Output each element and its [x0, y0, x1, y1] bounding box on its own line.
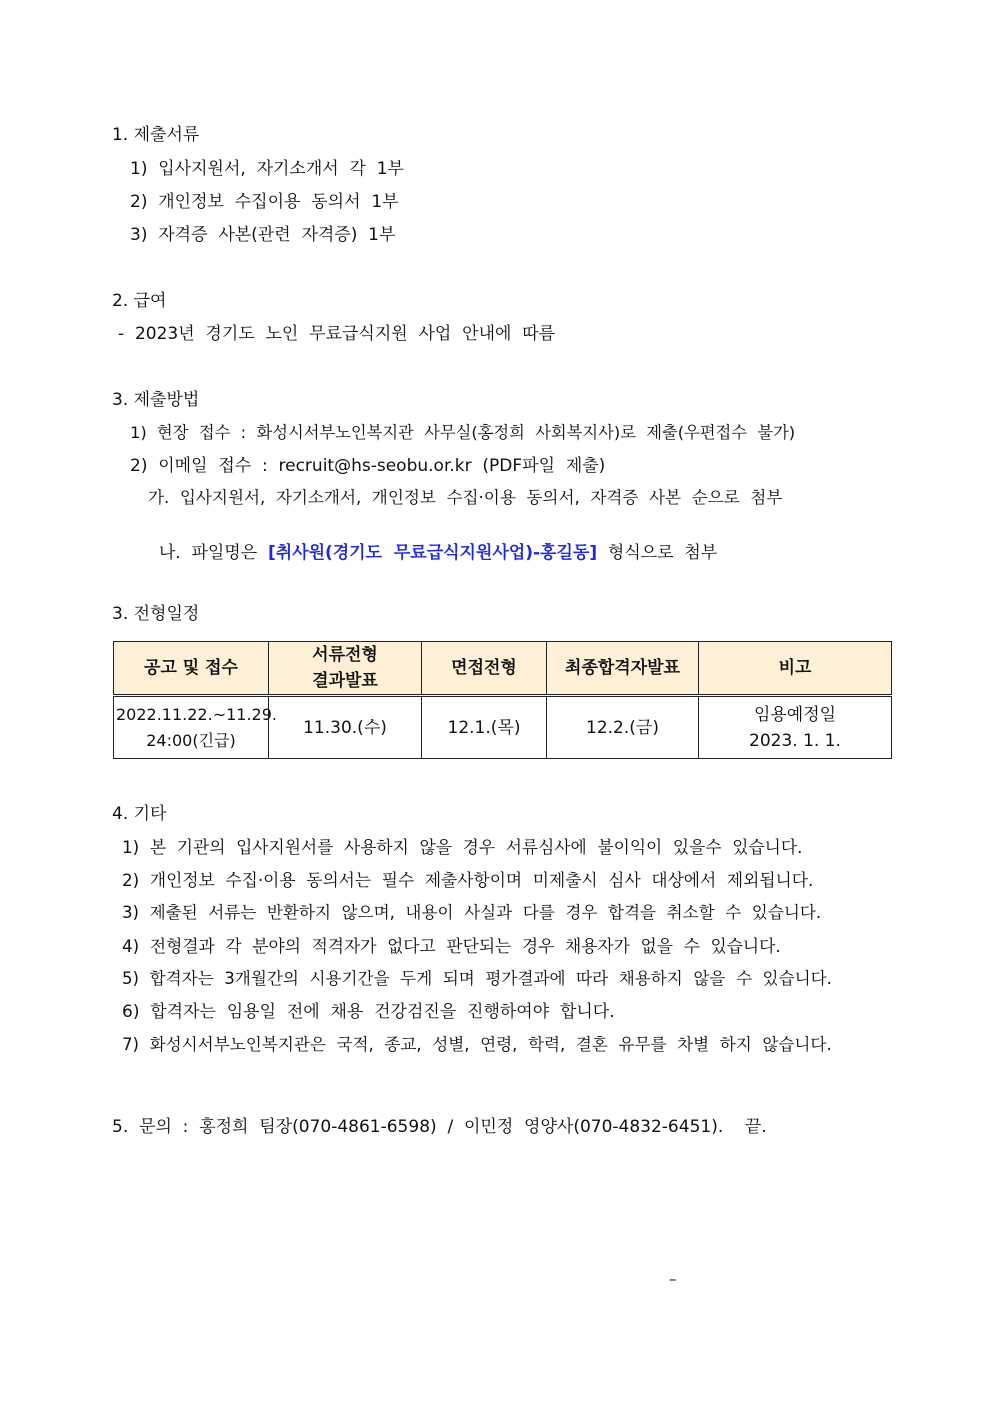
section-2-title: 2. 급여	[112, 291, 167, 311]
section-3-sub-b	[148, 520, 717, 564]
section-1-item: 2) 개인정보 수집이용 동의서 1부	[130, 192, 399, 212]
section-4-item: 5) 합격자는 3개월간의 시용기간을 두게 되며 평가결과에 따라 채용하지 않을 수 있습니다.	[122, 969, 832, 988]
section-2-item: - 2023년 경기도 노인 무료급식지원 사업 안내에 따름	[118, 324, 556, 344]
schedule-row	[114, 696, 892, 759]
filename-format: [취사원(경기도 무료급식지원사업)-홍길동]	[267, 543, 598, 563]
section-4-title: 4. 기타	[112, 804, 167, 824]
sub-b-suffix: 형식으로 첨부	[597, 543, 718, 563]
header-remarks: 비고	[699, 642, 892, 696]
section-3-item-email: 2) 이메일 접수 : recruit@hs-seobu.or.kr (PDF파일 제출)	[130, 456, 606, 476]
schedule-table	[113, 641, 892, 759]
schedule-title: 3. 전형일정	[112, 604, 200, 624]
section-3-title: 3. 제출방법	[112, 390, 200, 410]
header-announcement: 공고 및 접수	[114, 642, 269, 696]
section-4-item: 4) 전형결과 각 분야의 적격자가 없다고 판단되는 경우 채용자가 없을 수 있습니다.	[122, 936, 781, 956]
cell-final-result-date: 12.2.(금)	[547, 696, 699, 759]
header-final-result: 최종합격자발표	[547, 642, 699, 696]
section-4-item: 3) 제출된 서류는 반환하지 않으며, 내용이 사실과 다를 경우 합격을 취소할 수 있습니다.	[122, 903, 822, 922]
section-4-item: 7) 화성시서부노인복지관은 국적, 종교, 성별, 연령, 학력, 결혼 유무를 차별 하지 않습니다.	[122, 1035, 832, 1054]
section-4-item: 2) 개인정보 수집·이용 동의서는 필수 제출사항이며 미제출시 심사 대상에서 제외됩니다.	[122, 870, 814, 890]
section-3-sub-a: 가. 입사지원서, 자기소개서, 개인정보 수집·이용 동의서, 자격증 사본 순으로 첨부	[148, 488, 783, 507]
header-document-result: 서류전형 결과발표	[269, 642, 422, 696]
cell-announcement-period: 2022.11.22.~11.29. 24:00(긴급)	[114, 696, 269, 759]
section-1-title: 1. 제출서류	[112, 125, 200, 145]
sub-b-prefix: 나. 파일명은	[158, 543, 268, 563]
cell-remarks: 임용예정일 2023. 1. 1.	[699, 696, 892, 759]
contact-line: 5. 문의 : 홍정희 팀장(070-4861-6598) / 이민정 영양사(070-4832-6451). 끝.	[112, 1117, 767, 1137]
cell-document-result-date: 11.30.(수)	[269, 696, 422, 759]
schedule-header-row	[114, 642, 892, 696]
cell-interview-date: 12.1.(목)	[422, 696, 547, 759]
section-3-item-onsite: 1) 현장 접수 : 화성시서부노인복지관 사무실(홍정희 사회복지사)로 제출(우편접수 불가)	[130, 423, 796, 442]
section-4-item: 1) 본 기관의 입사지원서를 사용하지 않을 경우 서류심사에 불이익이 있을수 있습니다.	[122, 837, 803, 857]
section-4-item: 6) 합격자는 임용일 전에 채용 건강검진을 진행하여야 합니다.	[122, 1002, 615, 1022]
header-interview: 면접전형	[422, 642, 547, 696]
section-1-item: 3) 자격증 사본(관련 자격증) 1부	[130, 225, 396, 245]
section-1-item: 1) 입사지원서, 자기소개서 각 1부	[130, 159, 404, 179]
page-dash: –	[669, 1270, 677, 1288]
